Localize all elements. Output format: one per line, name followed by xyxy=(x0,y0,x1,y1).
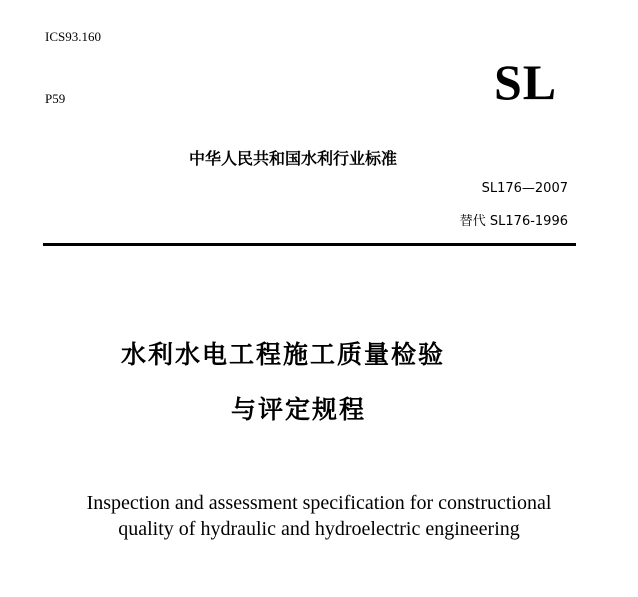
english-title xyxy=(0,490,638,542)
ics-code: ICS93.160 xyxy=(45,29,101,44)
sl-logo: SL xyxy=(494,54,558,110)
classification-code: P59 xyxy=(45,91,66,106)
english-title-line-2: quality of hydraulic and hydroelectric engineering xyxy=(118,518,520,540)
english-title-line-1: Inspection and assessment specification for constructional xyxy=(86,492,552,514)
replaces-standard: 替代 SL176-1996 xyxy=(459,214,568,229)
issuing-organization: 中华人民共和国水利行业标准 xyxy=(189,149,398,168)
standard-number: SL176—2007 xyxy=(481,181,568,196)
chinese-title-line-2: 与评定规程 xyxy=(231,395,367,424)
chinese-title-line-1: 水利水电工程施工质量检验 xyxy=(121,340,446,369)
header-divider xyxy=(43,243,576,246)
